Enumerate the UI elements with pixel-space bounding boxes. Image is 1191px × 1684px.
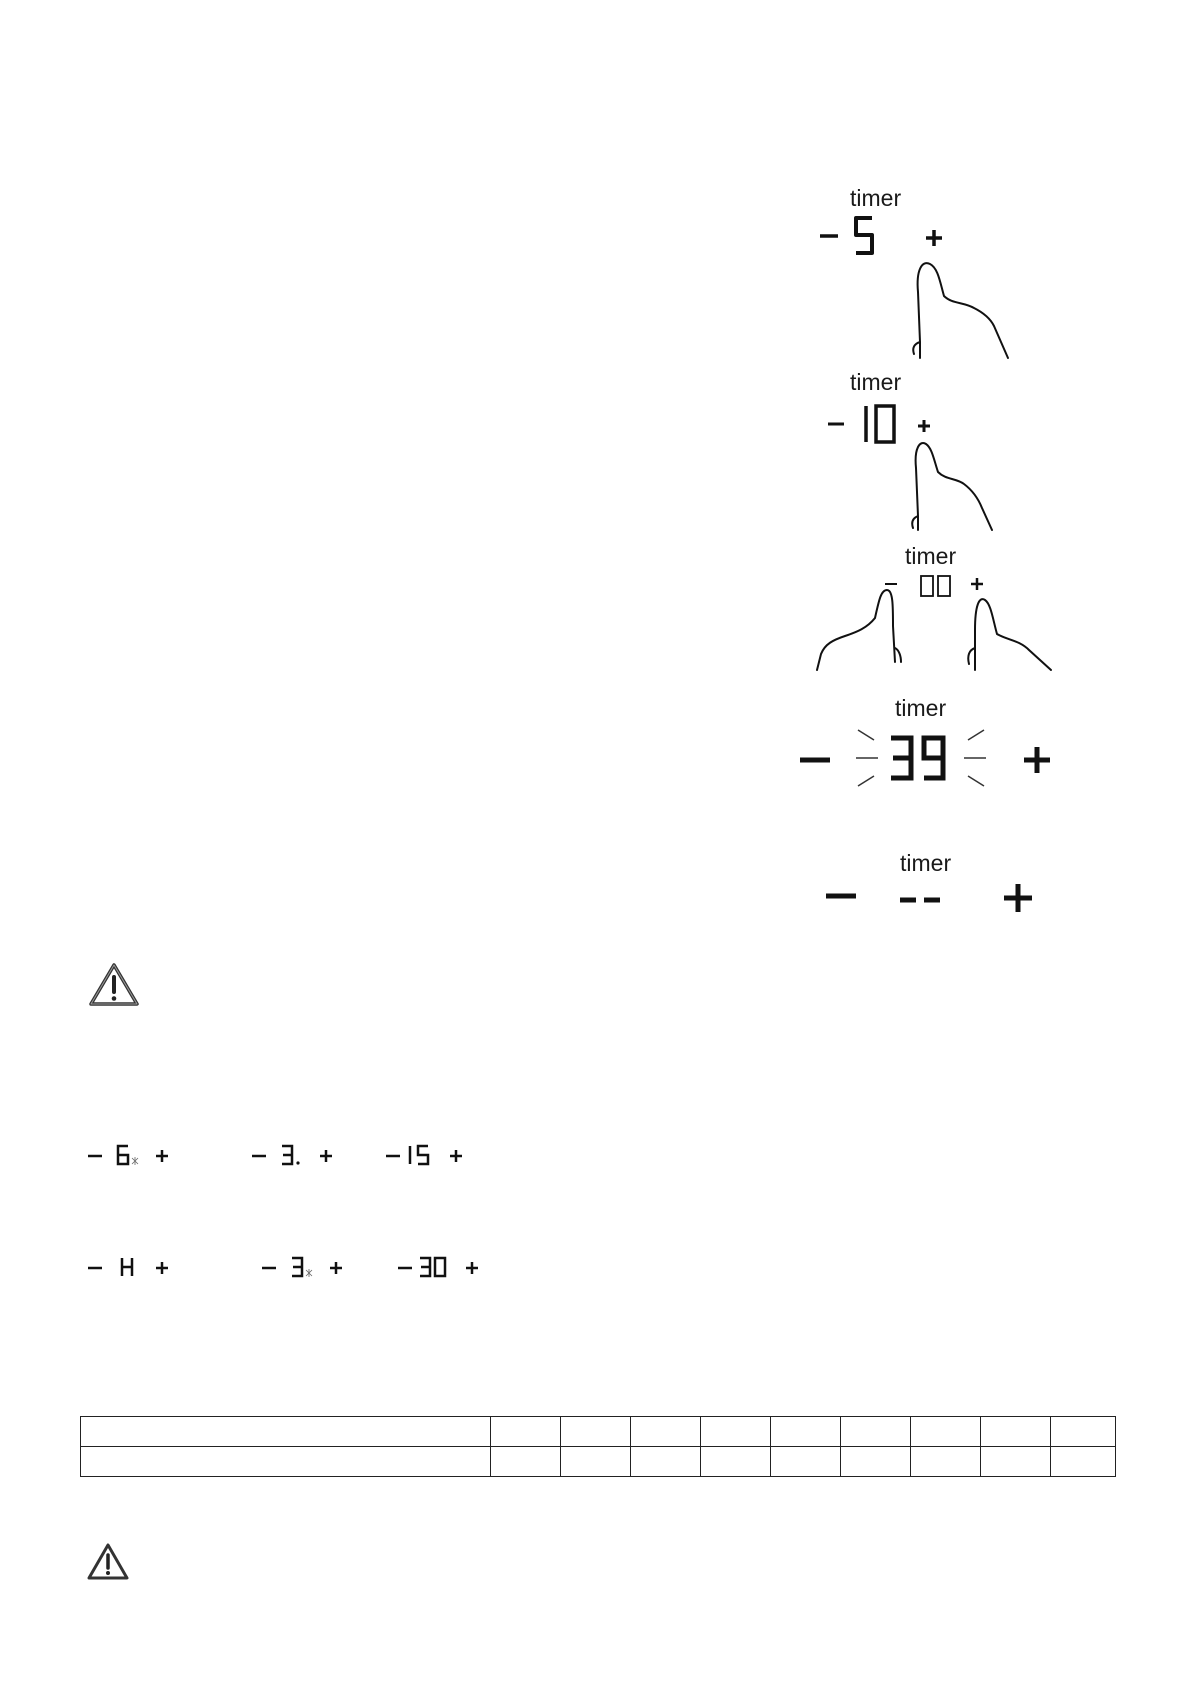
table-cell (81, 1417, 491, 1447)
flash-rays-right (964, 730, 986, 786)
table-cell (631, 1417, 701, 1447)
digit-0 (921, 576, 933, 596)
table-cell (561, 1447, 631, 1477)
plus-icon (320, 1150, 332, 1162)
digit-0 (876, 406, 894, 442)
table-cell (911, 1447, 981, 1477)
table-cell (981, 1447, 1051, 1477)
plus-icon (330, 1262, 342, 1274)
table-cell (561, 1417, 631, 1447)
table-cell (841, 1417, 911, 1447)
decimal-dot (296, 1161, 299, 1164)
digit-5 (856, 218, 872, 253)
warning-triangle-icon (88, 962, 140, 1008)
plus-icon (971, 578, 983, 590)
table-cell (771, 1447, 841, 1477)
digit-0 (435, 1258, 445, 1276)
level-display-3-heat (262, 1258, 342, 1277)
plus-icon (1024, 747, 1050, 773)
letter-h (122, 1258, 132, 1276)
plus-icon (918, 420, 930, 432)
digit-6 (118, 1146, 128, 1164)
level-display-15 (386, 1146, 462, 1164)
digit-5 (418, 1146, 428, 1164)
timer-display-00 (815, 570, 1060, 675)
table-row (81, 1417, 1116, 1447)
table-row (81, 1447, 1116, 1477)
digit-3 (282, 1146, 292, 1164)
level-display-row-2 (86, 1254, 506, 1284)
table-cell (771, 1417, 841, 1447)
settings-table (80, 1416, 1116, 1477)
timer-label: timer (895, 695, 947, 721)
warning-triangle-icon (86, 1542, 130, 1582)
heat-indicator-icon (132, 1157, 138, 1165)
level-display-row-1 (86, 1142, 486, 1172)
table-cell (631, 1447, 701, 1477)
level-display-30 (398, 1258, 478, 1276)
timer-display-39 (798, 718, 1058, 790)
level-display-6-heat (88, 1146, 168, 1165)
digit-3 (420, 1258, 430, 1276)
table-cell (911, 1417, 981, 1447)
table-cell (1051, 1447, 1116, 1477)
timer-display-dash-dash (820, 874, 1040, 924)
timer-display-5 (818, 212, 1008, 362)
finger-press-icon (817, 590, 901, 670)
table-cell (81, 1447, 491, 1477)
flash-rays-left (856, 730, 878, 786)
plus-icon (1004, 884, 1032, 912)
finger-press-icon (913, 263, 1008, 358)
table-cell (981, 1417, 1051, 1447)
plus-icon (156, 1262, 168, 1274)
digit-3 (891, 738, 911, 778)
plus-icon (466, 1262, 478, 1274)
table-cell (701, 1417, 771, 1447)
heat-indicator-icon (306, 1269, 312, 1277)
timer-label: timer (850, 185, 902, 211)
plus-icon (156, 1150, 168, 1162)
table-cell (1051, 1417, 1116, 1447)
level-display-h (88, 1258, 168, 1276)
digit-3 (292, 1258, 302, 1276)
table-cell (701, 1447, 771, 1477)
timer-label: timer (850, 369, 902, 395)
finger-press-icon (912, 443, 992, 530)
finger-press-icon (968, 599, 1051, 670)
table-cell (491, 1417, 561, 1447)
plus-icon (450, 1150, 462, 1162)
timer-label: timer (900, 850, 952, 876)
level-display-3-dot (252, 1146, 332, 1165)
table-cell (491, 1447, 561, 1477)
digit-0 (938, 576, 950, 596)
table-cell (841, 1447, 911, 1477)
timer-label: timer (905, 543, 957, 569)
timer-display-10 (826, 398, 1016, 533)
plus-icon (926, 230, 942, 246)
digit-9 (924, 738, 943, 778)
